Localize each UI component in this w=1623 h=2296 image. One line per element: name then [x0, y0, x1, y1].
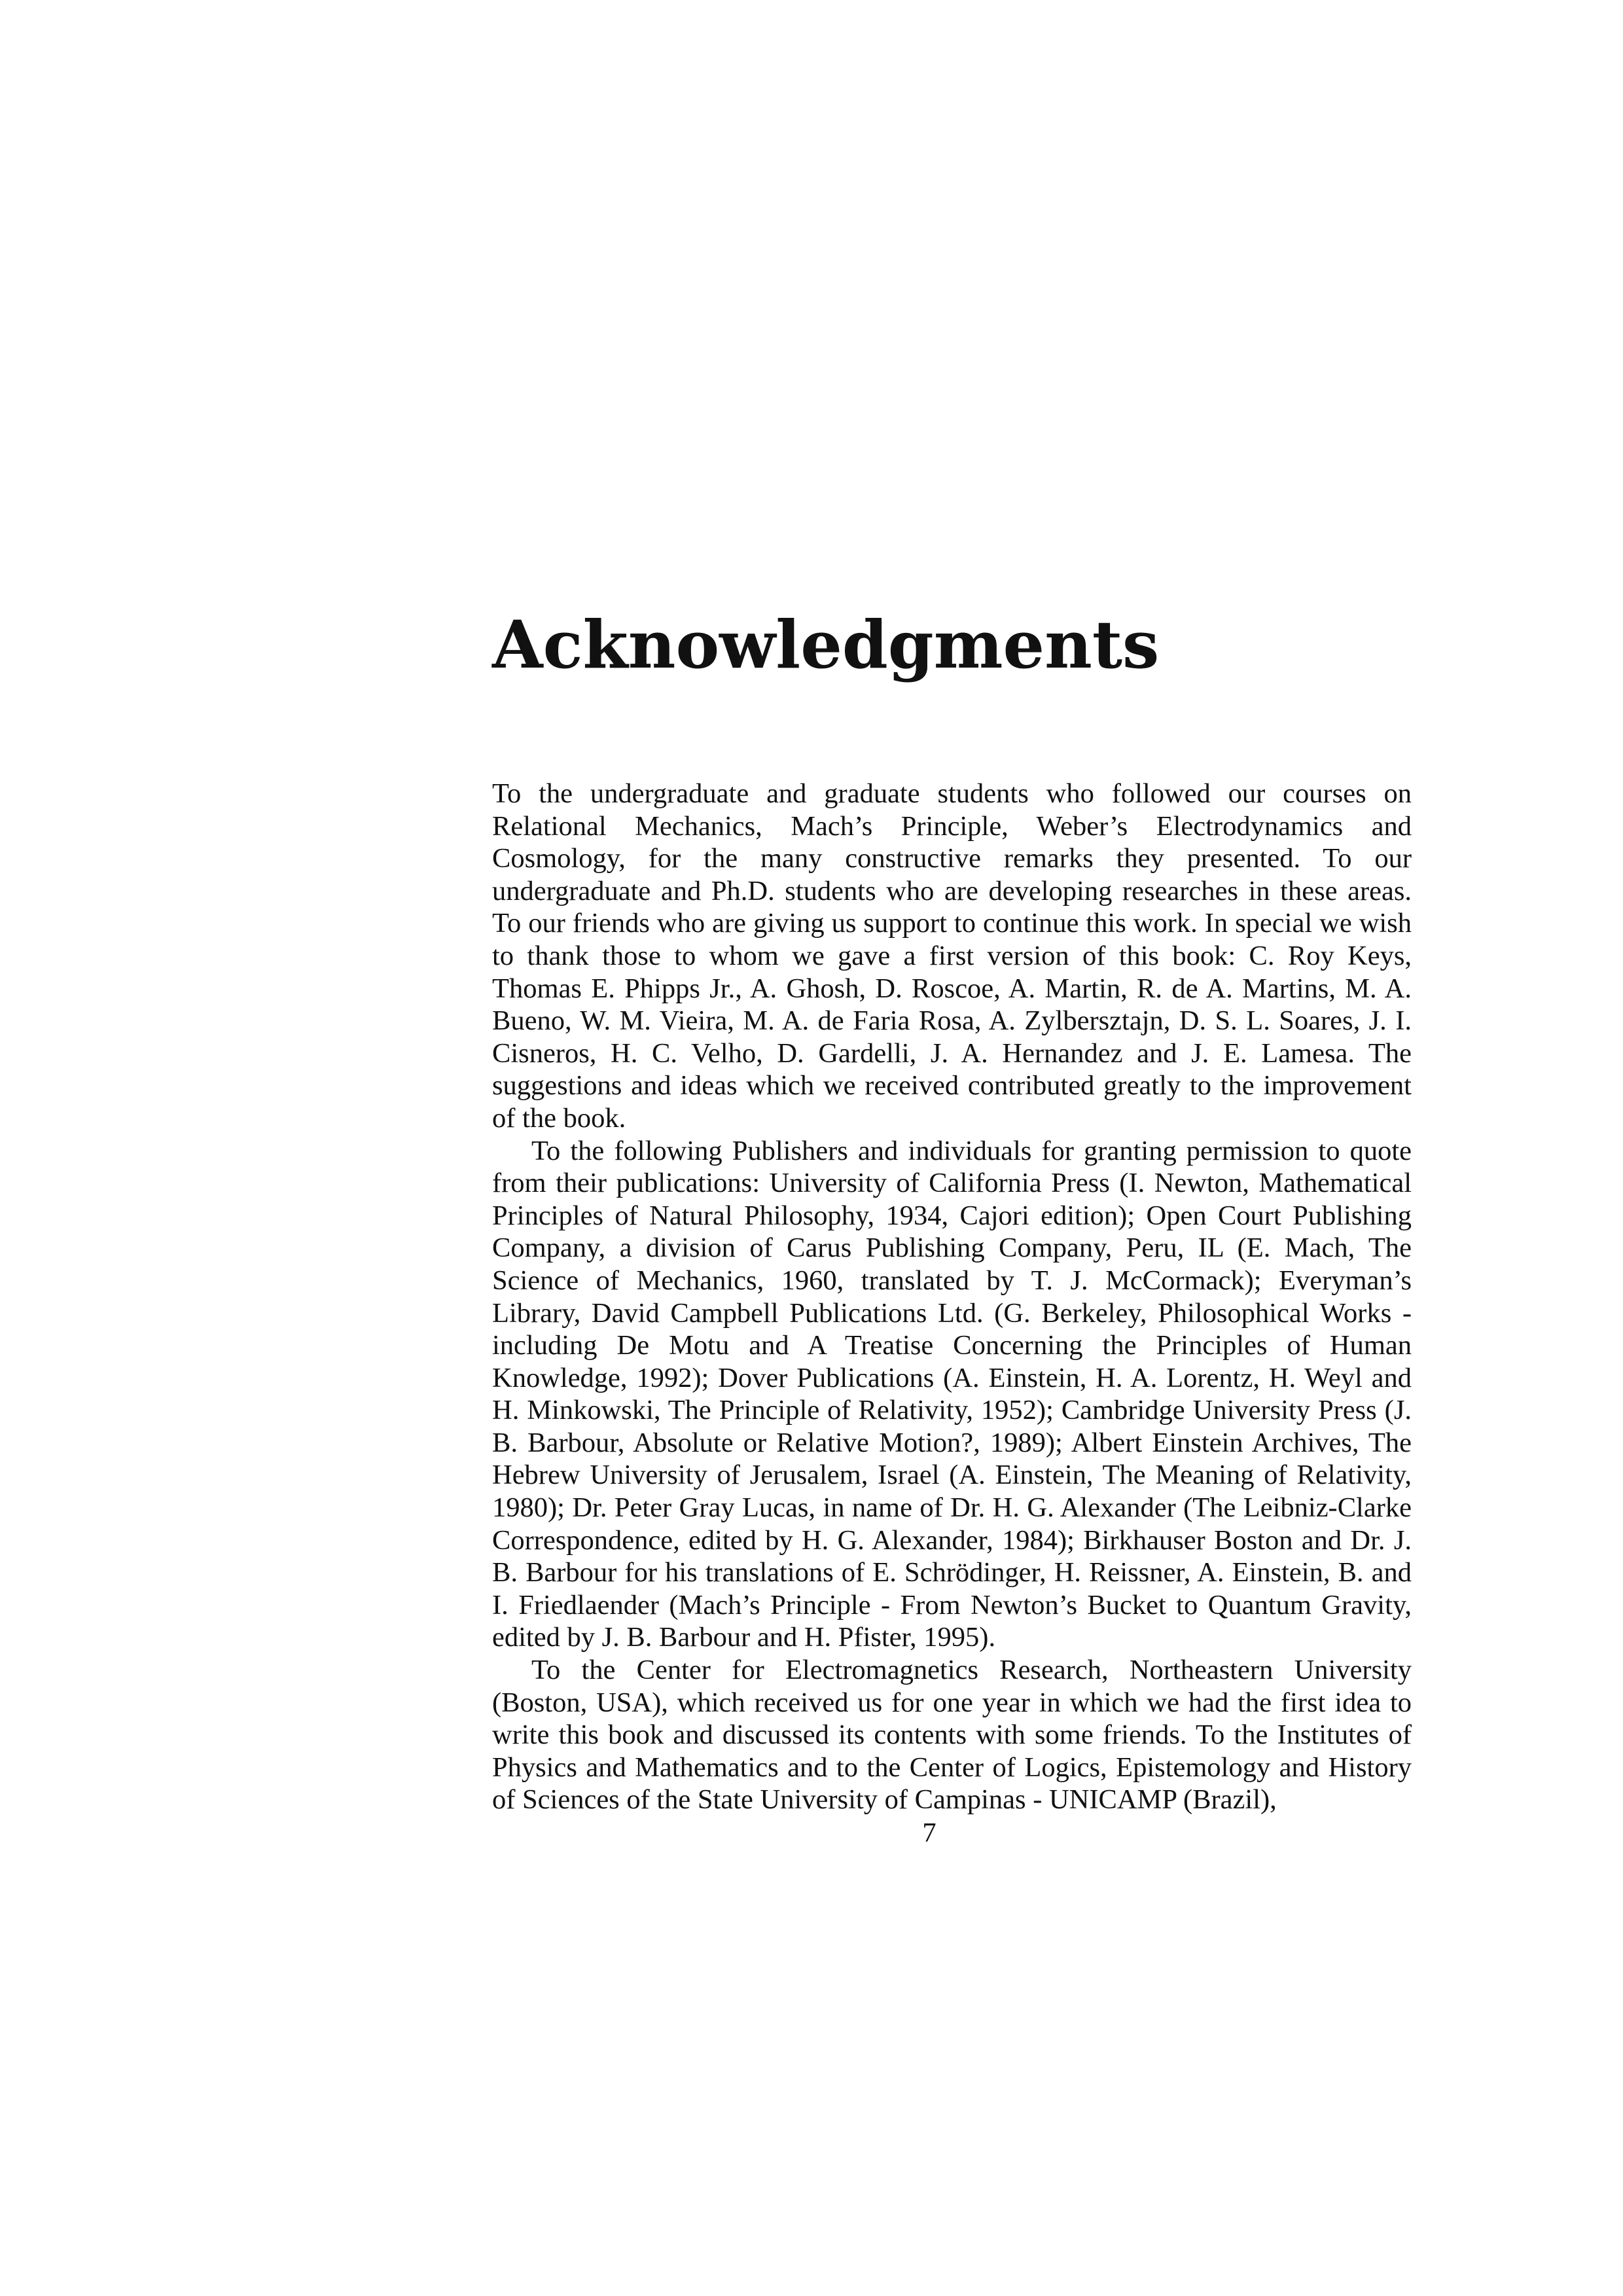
chapter-title: Acknowledgments: [492, 606, 1160, 683]
page-number: 7: [922, 1818, 936, 1848]
paragraph-3: To the Center for Electromagnetics Research, Northeastern University (Boston, USA), which received us for one year in which we had the first idea to write this book and discussed its contents with some friends. To the Institutes of Physics and Mathematics and to the Center of Logics, Epistemology and History of Sciences of the State University of Campinas - UNICAMP (Brazil),: [492, 1655, 1412, 1816]
paragraph-2: To the following Publishers and individuals for granting permission to quote from their publications: University of California Press (I. Newton, Mathematical Principles of Natural Philosophy, 1934, Cajori edition); Open Court Publishing Company, a division of Carus Publishing Company, Peru, IL (E. Mach, The Science of Mechanics, 1960, translated by T. J. McCormack); Everyman’s Library, David Campbell Publications Ltd. (G. Berkeley, Philosophical Works - including De Motu and A Treatise Concerning the Principles of Human Knowledge, 1992); Dover Publications (A. Einstein, H. A. Lorentz, H. Weyl and H. Minkowski, The Principle of Relativity, 1952); Cambridge University Press (J. B. Barbour, Absolute or Relative Motion?, 1989); Albert Einstein Archives, The Hebrew University of Jerusalem, Israel (A. Einstein, The Meaning of Relativity, 1980); Dr. Peter Gray Lucas, in name of Dr. H. G. Alexander (The Leibniz-Clarke Correspondence, edited by H. G. Alexander, 1984); Birkhauser Boston and Dr. J. B. Barbour for his translations of E. Schrödinger, H. Reissner, A. Einstein, B. and I. Friedlaender (Mach’s Principle - From Newton’s Bucket to Quantum Gravity, edited by J. B. Barbour and H. Pfister, 1995).: [492, 1135, 1412, 1653]
body-text: [492, 778, 1412, 1816]
paragraph-1: To the undergraduate and graduate students who followed our courses on Relational Mechanics, Mach’s Principle, Weber’s Electrodynamics and Cosmology, for the many constructive remarks they presented. To our undergraduate and Ph.D. students who are developing researches in these areas. To our friends who are giving us support to continue this work. In special we wish to thank those to whom we gave a first version of this book: C. Roy Keys, Thomas E. Phipps Jr., A. Ghosh, D. Roscoe, A. Martin, R. de A. Martins, M. A. Bueno, W. M. Vieira, M. A. de Faria Rosa, A. Zylbersztajn, D. S. L. Soares, J. I. Cisneros, H. C. Velho, D. Gardelli, J. A. Hernandez and J. E. Lamesa. The suggestions and ideas which we received contributed greatly to the improvement of the book.: [492, 778, 1412, 1134]
